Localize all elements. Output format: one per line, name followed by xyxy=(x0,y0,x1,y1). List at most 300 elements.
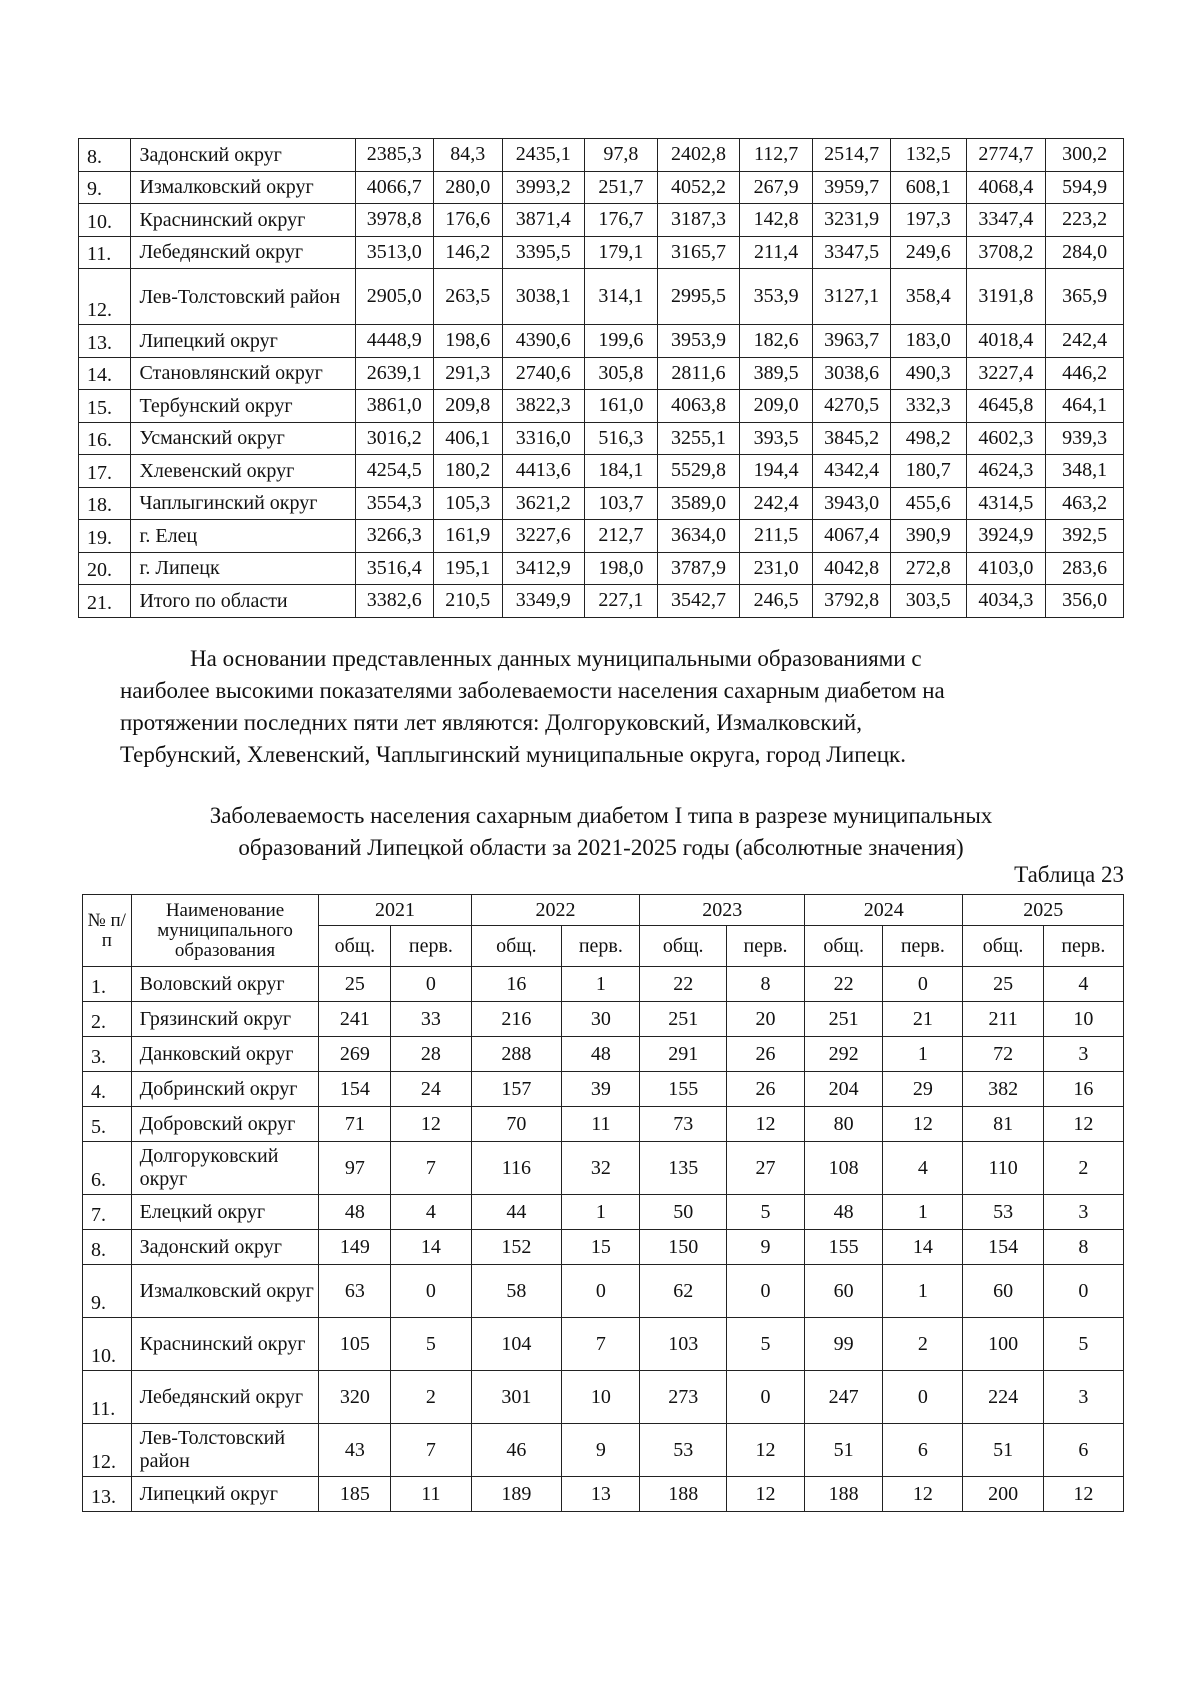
value-total: 3792,8 xyxy=(813,585,891,618)
value-total: 46 xyxy=(471,1424,562,1477)
municipality-name: Усманский округ xyxy=(131,422,356,455)
value-first: 594,9 xyxy=(1046,171,1124,204)
value-first: 280,0 xyxy=(433,171,502,204)
value-total: 22 xyxy=(805,967,883,1002)
value-total: 2402,8 xyxy=(658,139,740,172)
value-first: 3 xyxy=(1043,1037,1123,1072)
header-first: перв. xyxy=(726,926,804,967)
value-total: 4254,5 xyxy=(355,455,433,488)
value-total: 58 xyxy=(471,1265,562,1318)
row-number: 18. xyxy=(79,487,131,520)
value-first: 300,2 xyxy=(1046,139,1124,172)
value-total: 320 xyxy=(319,1371,391,1424)
value-total: 3187,3 xyxy=(658,204,740,237)
municipality-name: Лев-Толстовский район xyxy=(131,269,356,325)
value-first: 283,6 xyxy=(1046,552,1124,585)
value-first: 0 xyxy=(726,1265,804,1318)
table-row xyxy=(79,236,1124,269)
value-first: 608,1 xyxy=(890,171,966,204)
row-number: 5. xyxy=(83,1107,132,1142)
value-first: 0 xyxy=(1043,1265,1123,1318)
value-total: 3227,6 xyxy=(502,520,584,553)
value-total: 188 xyxy=(640,1477,727,1512)
value-first: 28 xyxy=(391,1037,471,1072)
value-total: 3016,2 xyxy=(355,422,433,455)
value-first: 180,7 xyxy=(890,455,966,488)
value-total: 3395,5 xyxy=(502,236,584,269)
municipality-name: Лев-Толстовский район xyxy=(131,1424,319,1477)
value-total: 4052,2 xyxy=(658,171,740,204)
municipality-name: Становлянский округ xyxy=(131,357,356,390)
value-first: 146,2 xyxy=(433,236,502,269)
value-total: 4413,6 xyxy=(502,455,584,488)
value-first: 84,3 xyxy=(433,139,502,172)
table-body xyxy=(79,139,1124,618)
value-first: 179,1 xyxy=(584,236,657,269)
municipality-name: Добринский округ xyxy=(131,1072,319,1107)
value-total: 60 xyxy=(805,1265,883,1318)
value-first: 14 xyxy=(391,1230,471,1265)
value-first: 24 xyxy=(391,1072,471,1107)
value-first: 97,8 xyxy=(584,139,657,172)
value-total: 104 xyxy=(471,1318,562,1371)
value-first: 0 xyxy=(883,967,963,1002)
value-first: 12 xyxy=(1043,1477,1123,1512)
value-first: 8 xyxy=(726,967,804,1002)
value-total: 157 xyxy=(471,1072,562,1107)
value-total: 3382,6 xyxy=(355,585,433,618)
value-total: 3127,1 xyxy=(813,269,891,325)
value-first: 389,5 xyxy=(739,357,812,390)
municipality-name: Задонский округ xyxy=(131,1230,319,1265)
value-first: 209,8 xyxy=(433,390,502,423)
municipality-name: Измалковский округ xyxy=(131,1265,319,1318)
value-first: 227,1 xyxy=(584,585,657,618)
municipality-name: Липецкий округ xyxy=(131,1477,319,1512)
value-total: 3227,4 xyxy=(966,357,1046,390)
value-first: 223,2 xyxy=(1046,204,1124,237)
municipality-name: Елецкий округ xyxy=(131,1195,319,1230)
value-total: 2811,6 xyxy=(658,357,740,390)
value-first: 7 xyxy=(562,1318,640,1371)
row-number: 13. xyxy=(83,1477,132,1512)
table-number: Таблица 23 xyxy=(1014,862,1124,887)
value-first: 249,6 xyxy=(890,236,966,269)
value-first: 231,0 xyxy=(739,552,812,585)
value-first: 198,6 xyxy=(433,325,502,358)
value-total: 291 xyxy=(640,1037,727,1072)
value-total: 53 xyxy=(963,1195,1043,1230)
value-total: 3861,0 xyxy=(355,390,433,423)
value-total: 155 xyxy=(805,1230,883,1265)
value-total: 3347,4 xyxy=(966,204,1046,237)
value-total: 185 xyxy=(319,1477,391,1512)
value-total: 301 xyxy=(471,1371,562,1424)
value-total: 2514,7 xyxy=(813,139,891,172)
value-first: 26 xyxy=(726,1037,804,1072)
value-total: 4042,8 xyxy=(813,552,891,585)
value-first: 209,0 xyxy=(739,390,812,423)
value-total: 116 xyxy=(471,1142,562,1195)
header-total: общ. xyxy=(805,926,883,967)
table-row xyxy=(79,455,1124,488)
value-first: 198,0 xyxy=(584,552,657,585)
caption-line: Заболеваемость населения сахарным диабетом I типа в разрезе муниципальных xyxy=(209,803,993,828)
municipality-name: Измалковский округ xyxy=(131,171,356,204)
value-first: 7 xyxy=(391,1424,471,1477)
value-total: 100 xyxy=(963,1318,1043,1371)
table-row xyxy=(79,139,1124,172)
value-first: 498,2 xyxy=(890,422,966,455)
value-first: 303,5 xyxy=(890,585,966,618)
value-total: 3959,7 xyxy=(813,171,891,204)
value-total: 3316,0 xyxy=(502,422,584,455)
value-first: 5 xyxy=(726,1318,804,1371)
table-row xyxy=(83,1195,1124,1230)
value-total: 269 xyxy=(319,1037,391,1072)
row-number: 13. xyxy=(79,325,131,358)
value-total: 4066,7 xyxy=(355,171,433,204)
value-total: 251 xyxy=(640,1002,727,1037)
row-number: 12. xyxy=(83,1424,132,1477)
value-total: 3516,4 xyxy=(355,552,433,585)
incidence-rate-table-continued xyxy=(78,138,1124,618)
value-total: 3266,3 xyxy=(355,520,433,553)
row-number: 16. xyxy=(79,422,131,455)
value-total: 241 xyxy=(319,1002,391,1037)
value-total: 3255,1 xyxy=(658,422,740,455)
value-total: 211 xyxy=(963,1002,1043,1037)
municipality-name: г. Елец xyxy=(131,520,356,553)
value-total: 72 xyxy=(963,1037,1043,1072)
value-first: 33 xyxy=(391,1002,471,1037)
value-first: 48 xyxy=(562,1037,640,1072)
value-first: 251,7 xyxy=(584,171,657,204)
value-first: 15 xyxy=(562,1230,640,1265)
value-total: 4448,9 xyxy=(355,325,433,358)
value-first: 4 xyxy=(883,1142,963,1195)
value-total: 97 xyxy=(319,1142,391,1195)
table-row xyxy=(83,1424,1124,1477)
value-total: 4063,8 xyxy=(658,390,740,423)
value-total: 2639,1 xyxy=(355,357,433,390)
row-number: 9. xyxy=(83,1265,132,1318)
value-total: 3542,7 xyxy=(658,585,740,618)
value-first: 211,5 xyxy=(739,520,812,553)
value-first: 182,6 xyxy=(739,325,812,358)
value-total: 3943,0 xyxy=(813,487,891,520)
row-number: 12. xyxy=(79,269,131,325)
value-first: 1 xyxy=(883,1037,963,1072)
value-first: 105,3 xyxy=(433,487,502,520)
value-total: 5529,8 xyxy=(658,455,740,488)
value-first: 183,0 xyxy=(890,325,966,358)
table-row xyxy=(83,1477,1124,1512)
value-total: 288 xyxy=(471,1037,562,1072)
value-total: 2740,6 xyxy=(502,357,584,390)
value-first: 142,8 xyxy=(739,204,812,237)
table-row xyxy=(79,325,1124,358)
value-total: 51 xyxy=(805,1424,883,1477)
value-first: 446,2 xyxy=(1046,357,1124,390)
value-total: 3787,9 xyxy=(658,552,740,585)
value-first: 353,9 xyxy=(739,269,812,325)
value-first: 12 xyxy=(883,1107,963,1142)
value-total: 51 xyxy=(963,1424,1043,1477)
value-total: 189 xyxy=(471,1477,562,1512)
paragraph-line: наиболее высокими показателями заболеваемости населения сахарным диабетом на xyxy=(120,678,945,703)
municipality-name: Липецкий округ xyxy=(131,325,356,358)
value-first: 393,5 xyxy=(739,422,812,455)
municipality-name: Грязинский округ xyxy=(131,1002,319,1037)
value-first: 3 xyxy=(1043,1371,1123,1424)
value-first: 199,6 xyxy=(584,325,657,358)
value-first: 161,0 xyxy=(584,390,657,423)
value-total: 3978,8 xyxy=(355,204,433,237)
value-first: 246,5 xyxy=(739,585,812,618)
value-first: 516,3 xyxy=(584,422,657,455)
value-total: 3924,9 xyxy=(966,520,1046,553)
value-total: 200 xyxy=(963,1477,1043,1512)
table-row xyxy=(83,1265,1124,1318)
value-first: 939,3 xyxy=(1046,422,1124,455)
value-total: 48 xyxy=(805,1195,883,1230)
value-total: 105 xyxy=(319,1318,391,1371)
value-first: 0 xyxy=(391,967,471,1002)
table-row xyxy=(79,552,1124,585)
value-first: 1 xyxy=(562,967,640,1002)
value-first: 10 xyxy=(1043,1002,1123,1037)
value-first: 7 xyxy=(391,1142,471,1195)
row-number: 14. xyxy=(79,357,131,390)
row-number: 17. xyxy=(79,455,131,488)
paragraph-line: Тербунский, Хлевенский, Чаплыгинский муниципальные округа, город Липецк. xyxy=(120,742,906,767)
row-number: 1. xyxy=(83,967,132,1002)
header-first: перв. xyxy=(1043,926,1123,967)
value-first: 305,8 xyxy=(584,357,657,390)
value-first: 490,3 xyxy=(890,357,966,390)
row-number: 2. xyxy=(83,1002,132,1037)
municipality-name: Чаплыгинский округ xyxy=(131,487,356,520)
row-number: 4. xyxy=(83,1072,132,1107)
value-first: 267,9 xyxy=(739,171,812,204)
value-first: 2 xyxy=(883,1318,963,1371)
value-first: 14 xyxy=(883,1230,963,1265)
value-first: 455,6 xyxy=(890,487,966,520)
value-first: 0 xyxy=(883,1371,963,1424)
value-first: 21 xyxy=(883,1002,963,1037)
value-first: 39 xyxy=(562,1072,640,1107)
value-first: 365,9 xyxy=(1046,269,1124,325)
value-first: 6 xyxy=(1043,1424,1123,1477)
value-total: 4390,6 xyxy=(502,325,584,358)
value-total: 3708,2 xyxy=(966,236,1046,269)
value-total: 2435,1 xyxy=(502,139,584,172)
value-first: 12 xyxy=(883,1477,963,1512)
table-row xyxy=(83,1072,1124,1107)
value-total: 110 xyxy=(963,1142,1043,1195)
row-number: 11. xyxy=(83,1371,132,1424)
value-first: 26 xyxy=(726,1072,804,1107)
value-total: 81 xyxy=(963,1107,1043,1142)
header-total: общ. xyxy=(640,926,727,967)
table-row xyxy=(83,1107,1124,1142)
value-total: 4342,4 xyxy=(813,455,891,488)
value-total: 80 xyxy=(805,1107,883,1142)
value-first: 11 xyxy=(391,1477,471,1512)
value-total: 273 xyxy=(640,1371,727,1424)
value-total: 4314,5 xyxy=(966,487,1046,520)
table-row xyxy=(83,1037,1124,1072)
value-first: 184,1 xyxy=(584,455,657,488)
value-total: 2995,5 xyxy=(658,269,740,325)
value-first: 0 xyxy=(562,1265,640,1318)
value-first: 464,1 xyxy=(1046,390,1124,423)
value-first: 5 xyxy=(391,1318,471,1371)
table-row xyxy=(79,487,1124,520)
value-total: 154 xyxy=(319,1072,391,1107)
row-number: 21. xyxy=(79,585,131,618)
value-first: 5 xyxy=(1043,1318,1123,1371)
municipality-name: г. Липецк xyxy=(131,552,356,585)
municipality-name: Тербунский округ xyxy=(131,390,356,423)
value-total: 2385,3 xyxy=(355,139,433,172)
value-first: 32 xyxy=(562,1142,640,1195)
value-total: 4270,5 xyxy=(813,390,891,423)
value-total: 73 xyxy=(640,1107,727,1142)
value-total: 62 xyxy=(640,1265,727,1318)
value-total: 63 xyxy=(319,1265,391,1318)
value-total: 60 xyxy=(963,1265,1043,1318)
header-year: 2021 xyxy=(319,895,471,926)
value-total: 2905,0 xyxy=(355,269,433,325)
value-total: 150 xyxy=(640,1230,727,1265)
header-first: перв. xyxy=(562,926,640,967)
row-number: 19. xyxy=(79,520,131,553)
row-number: 7. xyxy=(83,1195,132,1230)
row-number: 10. xyxy=(83,1318,132,1371)
value-total: 103 xyxy=(640,1318,727,1371)
row-number: 8. xyxy=(79,139,131,172)
value-total: 152 xyxy=(471,1230,562,1265)
value-total: 154 xyxy=(963,1230,1043,1265)
header-year: 2024 xyxy=(805,895,963,926)
value-total: 247 xyxy=(805,1371,883,1424)
municipality-name: Лебедянский округ xyxy=(131,236,356,269)
table-row xyxy=(79,422,1124,455)
table-row xyxy=(79,269,1124,325)
value-first: 0 xyxy=(391,1265,471,1318)
municipality-name: Задонский округ xyxy=(131,139,356,172)
table-row xyxy=(79,520,1124,553)
table-row xyxy=(83,1002,1124,1037)
table-row xyxy=(79,357,1124,390)
value-first: 284,0 xyxy=(1046,236,1124,269)
value-first: 406,1 xyxy=(433,422,502,455)
municipality-name: Краснинский округ xyxy=(131,204,356,237)
type1-diabetes-absolute-table xyxy=(82,894,1124,1512)
header-total: общ. xyxy=(963,926,1043,967)
value-total: 3634,0 xyxy=(658,520,740,553)
table-row xyxy=(83,1371,1124,1424)
table-row xyxy=(83,1318,1124,1371)
value-total: 3822,3 xyxy=(502,390,584,423)
value-first: 356,0 xyxy=(1046,585,1124,618)
value-first: 16 xyxy=(1043,1072,1123,1107)
table-row xyxy=(79,585,1124,618)
value-total: 43 xyxy=(319,1424,391,1477)
value-total: 71 xyxy=(319,1107,391,1142)
header-total: общ. xyxy=(471,926,562,967)
value-total: 16 xyxy=(471,967,562,1002)
value-total: 44 xyxy=(471,1195,562,1230)
value-first: 348,1 xyxy=(1046,455,1124,488)
value-first: 3 xyxy=(1043,1195,1123,1230)
row-number: 9. xyxy=(79,171,131,204)
value-first: 103,7 xyxy=(584,487,657,520)
header-first: перв. xyxy=(391,926,471,967)
row-number: 10. xyxy=(79,204,131,237)
value-total: 4645,8 xyxy=(966,390,1046,423)
row-number: 15. xyxy=(79,390,131,423)
header-total: общ. xyxy=(319,926,391,967)
value-total: 2774,7 xyxy=(966,139,1046,172)
value-total: 3412,9 xyxy=(502,552,584,585)
value-total: 382 xyxy=(963,1072,1043,1107)
municipality-name: Данковский округ xyxy=(131,1037,319,1072)
value-first: 314,1 xyxy=(584,269,657,325)
table-row xyxy=(79,390,1124,423)
value-total: 4103,0 xyxy=(966,552,1046,585)
municipality-name: Краснинский округ xyxy=(131,1318,319,1371)
value-first: 332,3 xyxy=(890,390,966,423)
row-number: 6. xyxy=(83,1142,132,1195)
value-first: 30 xyxy=(562,1002,640,1037)
value-first: 194,4 xyxy=(739,455,812,488)
value-first: 291,3 xyxy=(433,357,502,390)
header-num: № п/п xyxy=(83,895,132,967)
value-total: 292 xyxy=(805,1037,883,1072)
value-first: 0 xyxy=(726,1371,804,1424)
value-first: 112,7 xyxy=(739,139,812,172)
value-first: 195,1 xyxy=(433,552,502,585)
header-year: 2023 xyxy=(640,895,805,926)
value-first: 2 xyxy=(391,1371,471,1424)
value-total: 22 xyxy=(640,967,727,1002)
header-year: 2022 xyxy=(471,895,640,926)
value-first: 1 xyxy=(562,1195,640,1230)
value-total: 4624,3 xyxy=(966,455,1046,488)
value-first: 390,9 xyxy=(890,520,966,553)
value-total: 3231,9 xyxy=(813,204,891,237)
value-first: 272,8 xyxy=(890,552,966,585)
value-total: 99 xyxy=(805,1318,883,1371)
value-first: 8 xyxy=(1043,1230,1123,1265)
value-total: 3554,3 xyxy=(355,487,433,520)
value-first: 1 xyxy=(883,1265,963,1318)
value-total: 4018,4 xyxy=(966,325,1046,358)
value-total: 135 xyxy=(640,1142,727,1195)
value-first: 12 xyxy=(726,1107,804,1142)
value-first: 210,5 xyxy=(433,585,502,618)
value-total: 25 xyxy=(319,967,391,1002)
value-total: 25 xyxy=(963,967,1043,1002)
table-row xyxy=(83,1230,1124,1265)
value-total: 224 xyxy=(963,1371,1043,1424)
table-body xyxy=(83,967,1124,1512)
table-row xyxy=(83,1142,1124,1195)
row-number: 3. xyxy=(83,1037,132,1072)
